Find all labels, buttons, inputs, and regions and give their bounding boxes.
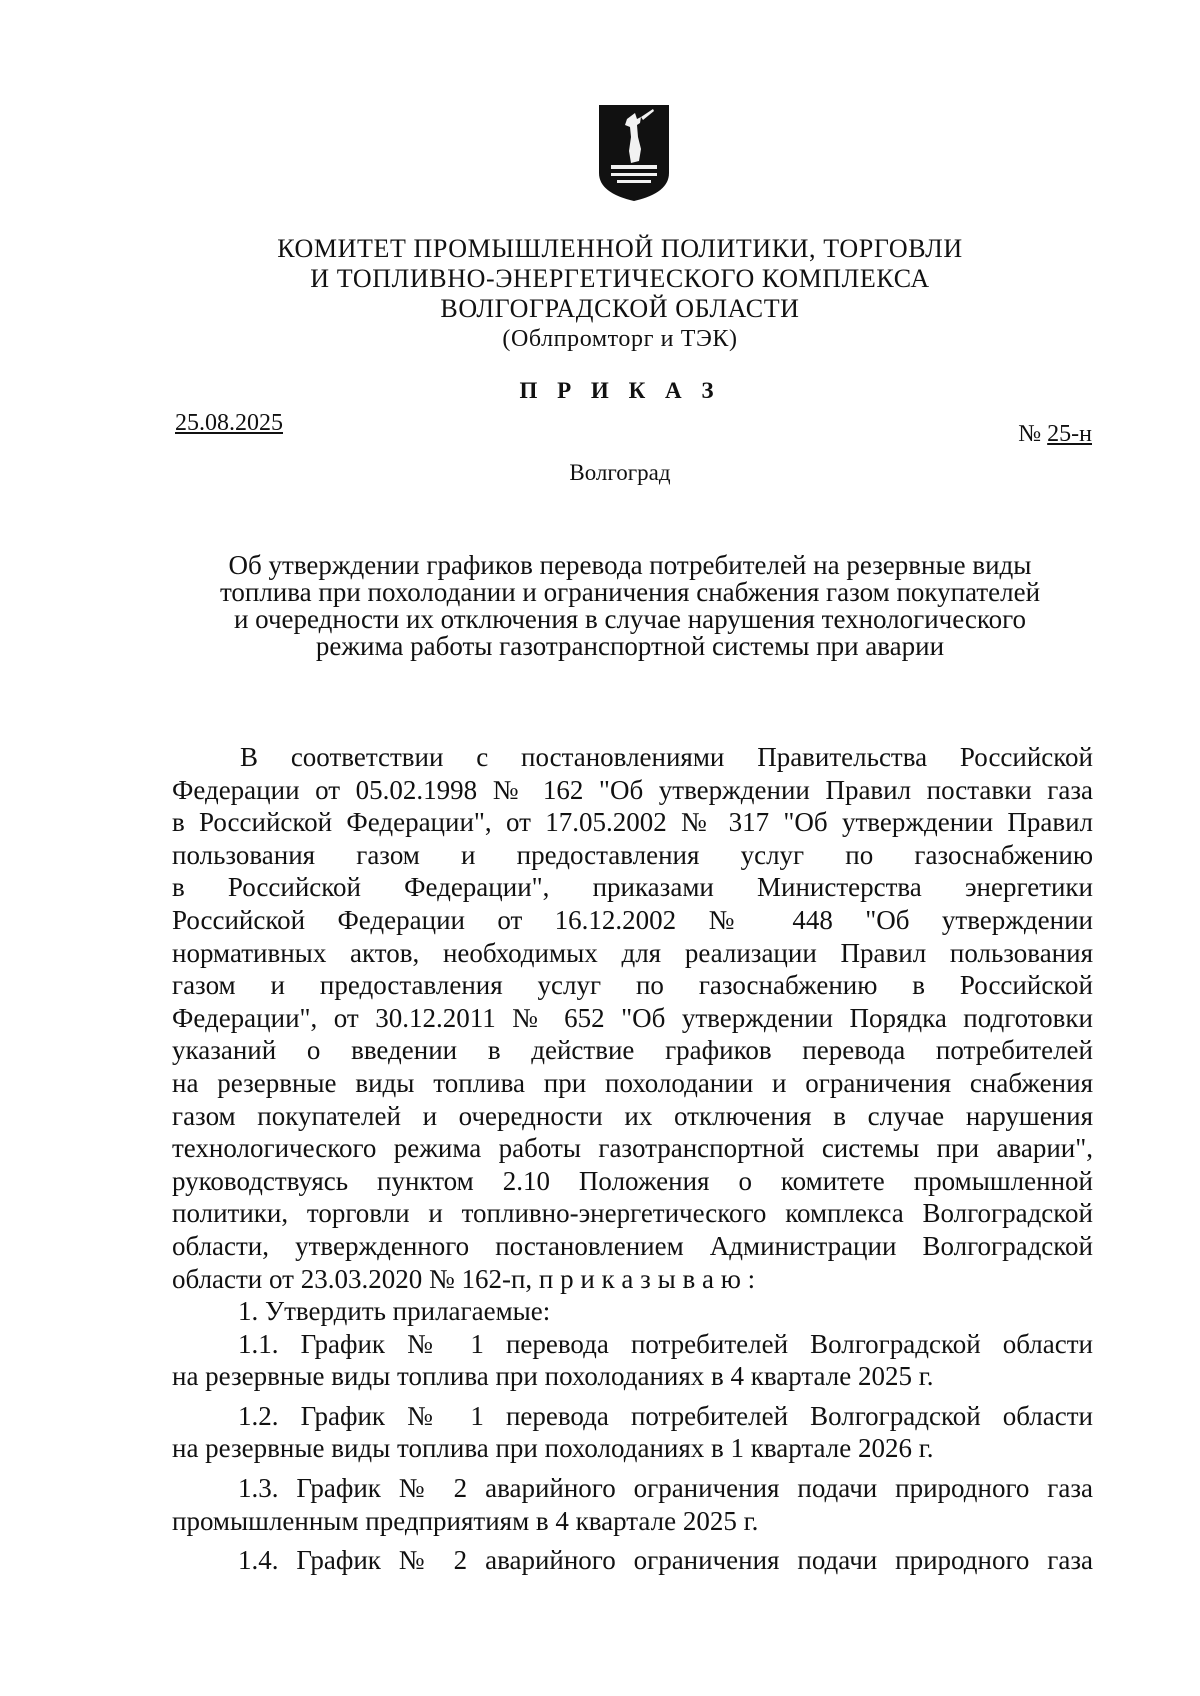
body-line: указаний о введении в действие графиков перевода потребителей (172, 1035, 1093, 1066)
document-body (172, 741, 1093, 1577)
document-number (1018, 421, 1092, 448)
item-1-2: 1.2. График № 1 перевода потребителей Волгоградской области (238, 1400, 1093, 1431)
body-line: нормативных актов, необходимых для реализации Правил пользования (172, 937, 1093, 968)
body-line: Федерации от 05.02.1998 № 162 "Об утверждении Правил поставки газа (172, 774, 1093, 805)
title-line: режима работы газотранспортной системы при аварии (315, 631, 945, 661)
org-name-line: КОМИТЕТ ПРОМЫШЛЕННОЙ ПОЛИТИКИ, ТОРГОВЛИ (277, 234, 963, 263)
body-line: в Российской Федерации", от 17.05.2002 № 317 "Об утверждении Правил (172, 807, 1093, 838)
org-name-line: И ТОПЛИВНО-ЭНЕРГЕТИЧЕСКОГО КОМПЛЕКСА (310, 264, 930, 293)
title-line: топлива при похолодании и ограничения снабжения газом покупателей (219, 577, 1041, 607)
body-line: в Российской Федерации", приказами Министерства энергетики (172, 872, 1093, 903)
document-number-prefix: № (1018, 421, 1048, 447)
item-1-2-cont: на резервные виды топлива при похолоданиях в 1 квартале 2026 г. (172, 1433, 934, 1464)
document-number-value: 25-н (1047, 421, 1092, 447)
body-line: руководствуясь пунктом 2.10 Положения о комитете промышленной (172, 1165, 1093, 1196)
item-1-3-cont: промышленным предприятиям в 4 квартале 2025 г. (172, 1505, 759, 1536)
item-1-1: 1.1. График № 1 перевода потребителей Волгоградской области (238, 1328, 1093, 1359)
title-line: Об утверждении графиков перевода потребителей на резервные виды (228, 550, 1032, 580)
document-type: П Р И К А З (519, 378, 721, 403)
body-line: политики, торговли и топливно-энергетического комплекса Волгоградской (172, 1198, 1093, 1229)
org-name-line: ВОЛГОГРАДСКОЙ ОБЛАСТИ (440, 294, 800, 323)
document-city: Волгоград (569, 460, 671, 485)
body-line: В соответствии с постановлениями Правительства Российской (240, 742, 1093, 772)
item-1: 1. Утвердить прилагаемые: (238, 1296, 551, 1327)
body-line: области от 23.03.2020 № 162-п, п р и к а з ы в а ю : (172, 1263, 756, 1294)
body-line: Российской Федерации от 16.12.2002 № 448 "Об утверждении (172, 904, 1093, 935)
item-1-3: 1.3. График № 2 аварийного ограничения подачи природного газа (238, 1473, 1093, 1504)
item-1-4: 1.4. График № 2 аварийного ограничения подачи природного газа (238, 1545, 1093, 1576)
organization-header (160, 234, 1080, 354)
document-date: 25.08.2025 (175, 410, 283, 436)
body-line: Федерации", от 30.12.2011 № 652 "Об утверждении Порядка подготовки (172, 1002, 1093, 1033)
volgograd-coat-of-arms-icon (597, 103, 671, 203)
body-line: области, утвержденного постановлением Администрации Волгоградской (172, 1230, 1093, 1261)
coat-of-arms-icon (597, 103, 671, 203)
body-line: технологического режима работы газотранспортной системы при аварии", (172, 1133, 1093, 1164)
title-line: и очередности их отключения в случае нарушения технологического (233, 604, 1027, 634)
document-title (170, 552, 1090, 660)
body-line: газом покупателей и очередности их отключения в случае нарушения (172, 1100, 1093, 1131)
body-line: на резервные виды топлива при похолодании и ограничения снабжения (172, 1067, 1093, 1098)
body-line: пользования газом и предоставления услуг по газоснабжению (172, 839, 1093, 870)
body-line: газом и предоставления услуг по газоснабжению в Российской (172, 970, 1093, 1001)
org-abbreviation: (Облпромторг и ТЭК) (502, 326, 738, 352)
item-1-1-cont: на резервные виды топлива при похолоданиях в 4 квартале 2025 г. (172, 1361, 934, 1392)
